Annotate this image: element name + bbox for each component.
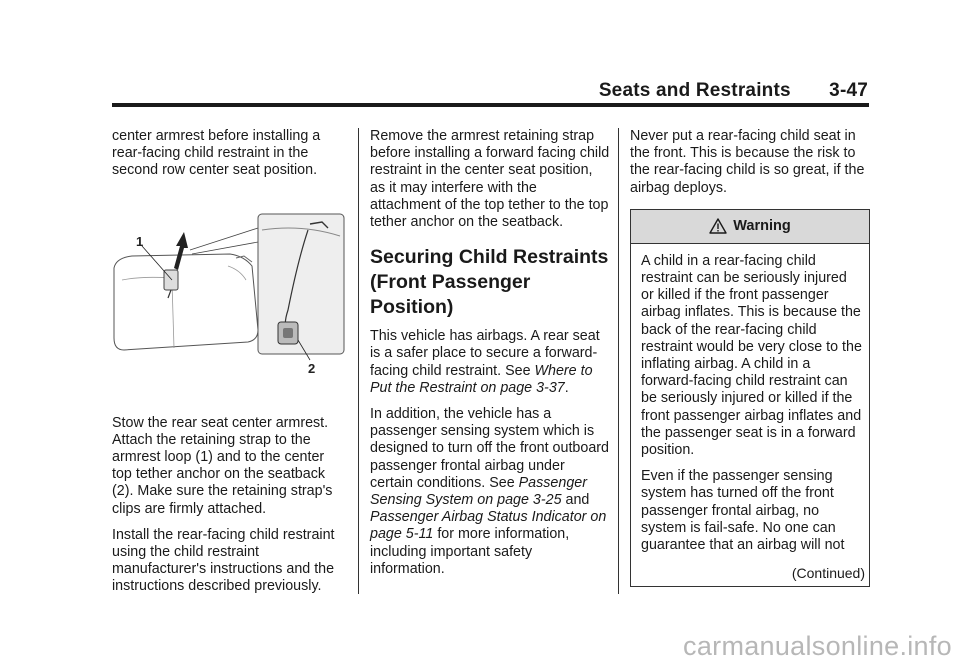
col2-p3-text: In addition, the vehicle has a passenger sensing system which is designed to turn off the front outboard passenger frontal airbag under certain conditions. See xyxy=(370,406,609,491)
warning-paragraph-1: A child in a rear-facing child restraint can be seriously injured or killed if the front passenger airbag inflates. This is because the back of the rear-facing child restraint would be very close to the inflating airbag. A child in a forward-facing child restraint can be seriously injured or killed if the front passenger airbag inflates and the passenger seat is in a forward position. xyxy=(641,252,862,459)
cross-reference-link[interactable]: Where to Put the Restraint on page 3-37 xyxy=(370,362,593,396)
page-header-title: Seats and Restraints 3-47 xyxy=(598,80,868,101)
warning-header xyxy=(631,210,869,244)
col1-paragraph-3: Install the rear-facing child restraint using the child restraint manufacturer's instructions and the instructions described previously. xyxy=(112,526,335,595)
col3-paragraph-1: Never put a rear-facing child seat in the front. This is because the risk to the rear-facing child is so great, if the airbag deploys. xyxy=(630,128,865,196)
column-3 xyxy=(630,128,870,587)
col1-paragraph-1: center armrest before installing a rear-facing child restraint in the second row center seat position. xyxy=(112,128,321,179)
column-divider-2 xyxy=(618,128,619,594)
col2-p3-end: for more information, including important safety information. xyxy=(370,526,570,577)
callout-2-label: 2 xyxy=(308,361,316,376)
cross-reference-link[interactable]: Passenger Airbag Status Indicator on page 5-11 xyxy=(370,509,607,543)
col2-p2-end: . xyxy=(564,379,569,396)
armrest-strap-illustration xyxy=(112,210,348,378)
col1-paragraph-2: Stow the rear seat center armrest. Attach the retaining strap to the armrest loop (1) and to the center top tether anchor on the seatback (2). Make sure the retaining strap's clips are firmly attached. xyxy=(112,414,333,517)
cross-reference-link[interactable]: Passenger Sensing System on page 3-25 xyxy=(370,474,587,509)
column-divider-1 xyxy=(358,128,359,594)
col2-paragraph-3 xyxy=(370,406,610,578)
watermark-text: carmanualsonline.info xyxy=(683,631,952,661)
header-rule xyxy=(112,103,869,107)
col2-p2-text: This vehicle has airbags. A rear seat is a safer place to secure a forward-facing child restraint. See xyxy=(370,328,600,379)
column-2 xyxy=(370,128,610,587)
col2-paragraph-1: Remove the armrest retaining strap before installing a forward facing child restraint in the center seat position, as it may interfere with the attachment of the top tether to the top tether anchor on the seatback. xyxy=(370,128,610,231)
continued-label: (Continued) xyxy=(791,565,865,582)
warning-triangle-icon xyxy=(709,218,727,234)
detail-inset-frame xyxy=(258,214,344,354)
warning-paragraph-2: Even if the passenger sensing system has turned off the front passenger frontal airbag, no system is fail-safe. No one can guarantee that an airbag will not xyxy=(641,468,845,554)
warning-body xyxy=(631,244,869,565)
callout-1-label: 1 xyxy=(136,234,144,249)
col2-p3-and: and xyxy=(561,492,590,509)
warning-box xyxy=(630,209,870,588)
warning-title: Warning xyxy=(733,217,791,234)
col2-paragraph-2 xyxy=(370,328,610,397)
section-heading: Securing Child Restraints (Front Passenger Position) xyxy=(370,246,609,319)
